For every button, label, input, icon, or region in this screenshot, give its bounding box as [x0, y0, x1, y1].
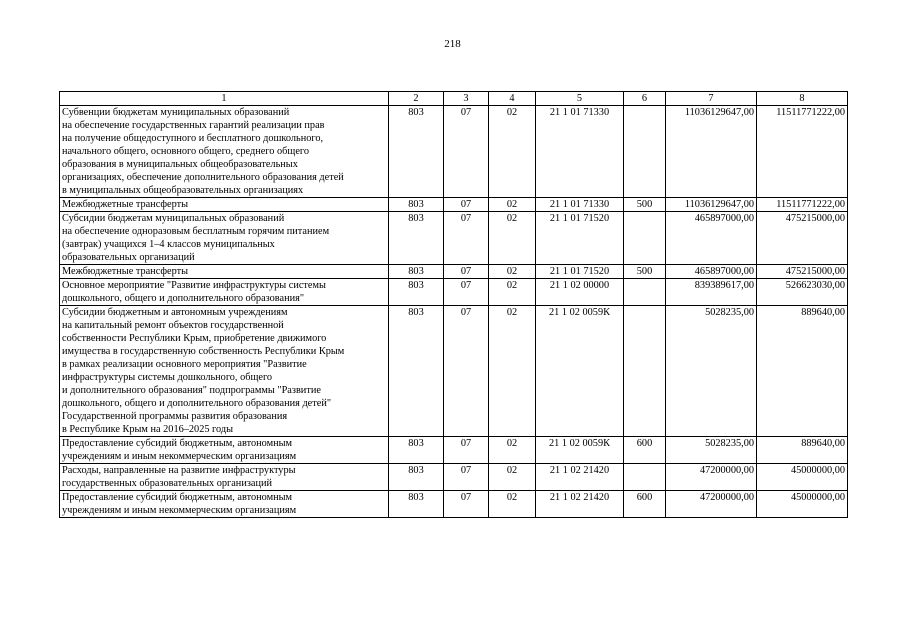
cell-amount-col7: 465897000,00: [666, 265, 757, 279]
cell-ministry-code: 803: [389, 279, 444, 306]
cell-amount-col8: 889640,00: [757, 306, 848, 437]
cell-ministry-code: 803: [389, 464, 444, 491]
column-header: 8: [757, 92, 848, 106]
page-number: 218: [444, 38, 461, 50]
cell-amount-col8: 889640,00: [757, 437, 848, 464]
cell-ministry-code: 803: [389, 212, 444, 265]
cell-section: 07: [444, 306, 489, 437]
table-row: [60, 306, 848, 437]
cell-target-article: 21 1 01 71520: [536, 265, 624, 279]
cell-ministry-code: 803: [389, 106, 444, 198]
cell-target-article: 21 1 01 71330: [536, 198, 624, 212]
row-description: Межбюджетные трансферты: [60, 265, 389, 279]
cell-section: 07: [444, 198, 489, 212]
cell-target-article: 21 1 02 21420: [536, 491, 624, 518]
cell-amount-col8: 11511771222,00: [757, 198, 848, 212]
table-row: [60, 265, 848, 279]
cell-amount-col8: 475215000,00: [757, 212, 848, 265]
cell-section: 07: [444, 212, 489, 265]
cell-target-article: 21 1 02 00000: [536, 279, 624, 306]
cell-amount-col8: 45000000,00: [757, 491, 848, 518]
cell-expense-type: [624, 106, 666, 198]
cell-amount-col7: 11036129647,00: [666, 106, 757, 198]
row-description: Субсидии бюджетам муниципальных образований на обеспечение одноразовым бесплатным горячим питанием (завтрак) учащихся 1–4 классов муниципальных образовательных организаций: [60, 212, 389, 265]
cell-amount-col7: 11036129647,00: [666, 198, 757, 212]
table-header-row: [60, 92, 848, 106]
cell-subsection: 02: [489, 198, 536, 212]
cell-expense-type: 600: [624, 437, 666, 464]
cell-section: 07: [444, 464, 489, 491]
cell-target-article: 21 1 01 71520: [536, 212, 624, 265]
row-description: Основное мероприятие "Развитие инфраструктуры системы дошкольного, общего и дополнительного образования": [60, 279, 389, 306]
table-row: [60, 491, 848, 518]
cell-subsection: 02: [489, 491, 536, 518]
column-header: 6: [624, 92, 666, 106]
cell-ministry-code: 803: [389, 491, 444, 518]
cell-ministry-code: 803: [389, 306, 444, 437]
column-header: 5: [536, 92, 624, 106]
cell-subsection: 02: [489, 306, 536, 437]
cell-target-article: 21 1 02 0059К: [536, 437, 624, 464]
cell-amount-col7: 47200000,00: [666, 491, 757, 518]
table-row: [60, 437, 848, 464]
column-header: 4: [489, 92, 536, 106]
cell-target-article: 21 1 02 0059К: [536, 306, 624, 437]
column-header: 2: [389, 92, 444, 106]
table-row: [60, 212, 848, 265]
cell-subsection: 02: [489, 106, 536, 198]
row-description: Предоставление субсидий бюджетным, автономным учреждениям и иным некоммерческим организациям: [60, 437, 389, 464]
cell-amount-col8: 45000000,00: [757, 464, 848, 491]
cell-section: 07: [444, 437, 489, 464]
cell-section: 07: [444, 491, 489, 518]
row-description: Субвенции бюджетам муниципальных образований на обеспечение государственных гарантий реализации прав на получение общедоступного и бесплатного дошкольного, начального общего, основного общего, среднего общего образования в муниципальных общеобразовательных организациях, обеспечение дополнительного образования детей в муниципальных общеобразовательных организациях: [60, 106, 389, 198]
budget-table: [59, 91, 848, 518]
column-header: 1: [60, 92, 389, 106]
row-description: Субсидии бюджетным и автономным учреждениям на капитальный ремонт объектов государственной собственности Республики Крым, приобретение движимого имущества в государственную собственность Республики Крым в рамках реализации основного мероприятия "Развитие инфраструктуры системы дошкольного, общего и дополнительного образования" подпрограммы "Развитие дошкольного, общего и дополнительного образования детей" Государственной программы развития образования в Республике Крым на 2016–2025 годы: [60, 306, 389, 437]
row-description: Межбюджетные трансферты: [60, 198, 389, 212]
cell-amount-col7: 839389617,00: [666, 279, 757, 306]
cell-amount-col7: 465897000,00: [666, 212, 757, 265]
cell-section: 07: [444, 106, 489, 198]
row-description: Расходы, направленные на развитие инфраструктуры государственных образовательных организаций: [60, 464, 389, 491]
cell-expense-type: [624, 212, 666, 265]
cell-amount-col7: 5028235,00: [666, 306, 757, 437]
cell-target-article: 21 1 01 71330: [536, 106, 624, 198]
cell-subsection: 02: [489, 464, 536, 491]
cell-amount-col8: 526623030,00: [757, 279, 848, 306]
cell-subsection: 02: [489, 437, 536, 464]
cell-expense-type: 500: [624, 265, 666, 279]
cell-expense-type: 500: [624, 198, 666, 212]
cell-ministry-code: 803: [389, 265, 444, 279]
cell-amount-col8: 475215000,00: [757, 265, 848, 279]
cell-subsection: 02: [489, 279, 536, 306]
cell-ministry-code: 803: [389, 198, 444, 212]
row-description: Предоставление субсидий бюджетным, автономным учреждениям и иным некоммерческим организациям: [60, 491, 389, 518]
table-row: [60, 464, 848, 491]
cell-expense-type: [624, 464, 666, 491]
cell-section: 07: [444, 279, 489, 306]
column-header: 7: [666, 92, 757, 106]
cell-expense-type: 600: [624, 491, 666, 518]
column-header: 3: [444, 92, 489, 106]
cell-section: 07: [444, 265, 489, 279]
cell-target-article: 21 1 02 21420: [536, 464, 624, 491]
cell-amount-col7: 47200000,00: [666, 464, 757, 491]
cell-ministry-code: 803: [389, 437, 444, 464]
cell-subsection: 02: [489, 212, 536, 265]
table-row: [60, 198, 848, 212]
table-row: [60, 279, 848, 306]
cell-amount-col7: 5028235,00: [666, 437, 757, 464]
cell-expense-type: [624, 279, 666, 306]
cell-amount-col8: 11511771222,00: [757, 106, 848, 198]
table-row: [60, 106, 848, 198]
cell-expense-type: [624, 306, 666, 437]
cell-subsection: 02: [489, 265, 536, 279]
